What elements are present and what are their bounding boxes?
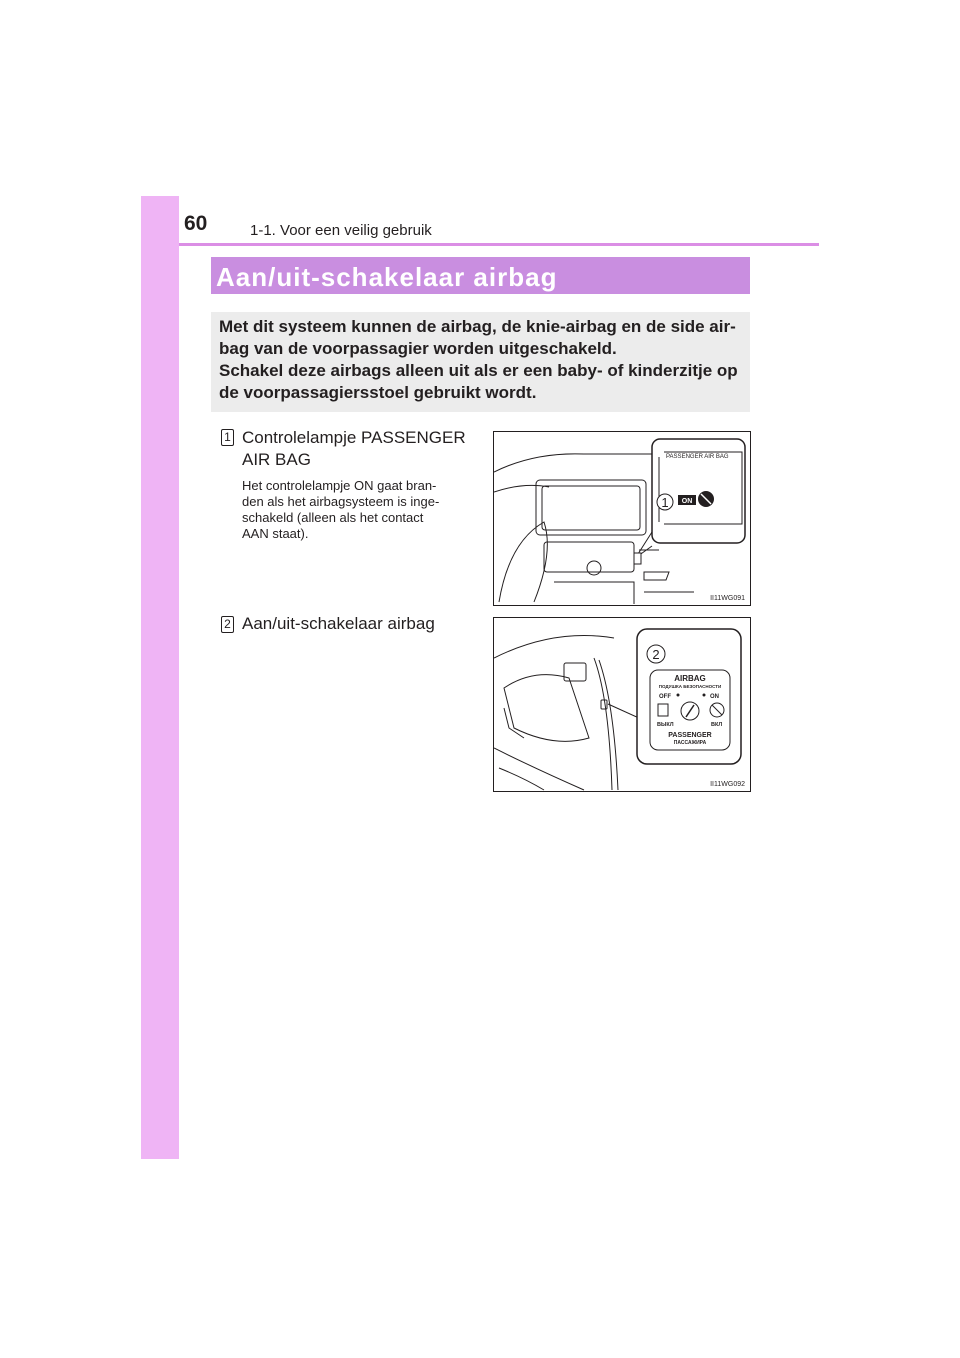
dash-contour bbox=[494, 636, 614, 659]
callout-number-2: 2 bbox=[652, 647, 660, 662]
intro-line: bag van de voorpassagier worden uitgeschakeld. bbox=[219, 339, 617, 358]
chapter-title: 1-1. Voor een veilig gebruik bbox=[250, 222, 432, 239]
cyrillic-bottom-label: ПАССАЖИРА bbox=[673, 740, 707, 746]
door-edge-inner bbox=[599, 660, 618, 790]
floor-contour bbox=[494, 748, 584, 790]
off-cyrillic-label: ВЫКЛ bbox=[657, 722, 674, 728]
on-indicator-label: ON bbox=[681, 498, 693, 505]
on-dot bbox=[703, 694, 706, 697]
steering-wheel-arc bbox=[494, 485, 549, 492]
glovebox bbox=[504, 675, 589, 742]
airbag-label: AIRBAG bbox=[674, 674, 706, 683]
desc-line: AAN staat). bbox=[242, 526, 309, 541]
item-number-1: 1 bbox=[221, 429, 234, 446]
cyrillic-top-label: ПОДУШКА БЕЗОПАСНОСТИ bbox=[658, 684, 722, 689]
indicator-lamp bbox=[634, 553, 641, 564]
seat-edge bbox=[504, 708, 524, 738]
item-2-title: Aan/uit-schakelaar airbag bbox=[242, 614, 435, 633]
airbag-off-icon bbox=[658, 704, 668, 716]
dashboard-illustration bbox=[494, 432, 750, 605]
side-vent bbox=[564, 663, 586, 681]
item-title-line: AIR BAG bbox=[242, 450, 311, 469]
dash-top-line bbox=[494, 454, 654, 472]
door-edge bbox=[594, 658, 612, 790]
page-number: 60 bbox=[184, 212, 208, 235]
figure-glovebox-switch bbox=[493, 617, 751, 792]
switch-location bbox=[601, 700, 607, 709]
figure-code: II11WG091 bbox=[710, 595, 745, 602]
on-cyrillic-label: ВКЛ bbox=[711, 722, 723, 728]
passenger-label: PASSENGER bbox=[668, 732, 712, 739]
console-line bbox=[554, 582, 634, 604]
item-number-2: 2 bbox=[221, 616, 234, 633]
control-knob bbox=[587, 561, 601, 575]
intro-line: Schakel deze airbags alleen uit als er een baby- of kinderzitje op bbox=[219, 361, 738, 380]
floor-contour-2 bbox=[499, 768, 544, 790]
intro-text bbox=[219, 316, 747, 404]
climate-panel bbox=[544, 542, 634, 572]
steering-wheel bbox=[499, 522, 547, 602]
intro-line: Met dit systeem kunnen de airbag, de knie-airbag en de side air- bbox=[219, 317, 736, 336]
desc-line: den als het airbagsysteem is inge- bbox=[242, 494, 440, 509]
desc-line: schakeld (alleen als het contact bbox=[242, 510, 424, 525]
off-label: OFF bbox=[659, 694, 671, 700]
on-label: ON bbox=[710, 694, 719, 700]
intro-line: de voorpassagiersstoel gebruikt wordt. bbox=[219, 383, 537, 402]
glovebox-handle bbox=[644, 572, 669, 580]
off-dot bbox=[677, 694, 680, 697]
switch-illustration bbox=[494, 618, 750, 791]
center-screen-inner bbox=[542, 486, 640, 530]
item-title-line: Controlelampje PASSENGER bbox=[242, 428, 466, 447]
section-title: Aan/uit-schakelaar airbag bbox=[216, 262, 558, 292]
figure-code: II11WG092 bbox=[710, 781, 745, 788]
panel-label: PASSENGER AIR BAG bbox=[666, 454, 729, 460]
callout-number-1: 1 bbox=[661, 495, 669, 510]
callout-leader bbox=[608, 704, 639, 718]
sidebar-tab bbox=[141, 196, 179, 1159]
figure-dashboard bbox=[493, 431, 751, 606]
center-screen bbox=[536, 480, 646, 535]
desc-line: Het controlelampje ON gaat bran- bbox=[242, 478, 437, 493]
item-1-description bbox=[242, 478, 463, 542]
item-1-title bbox=[242, 427, 482, 471]
header-rule bbox=[179, 243, 819, 246]
